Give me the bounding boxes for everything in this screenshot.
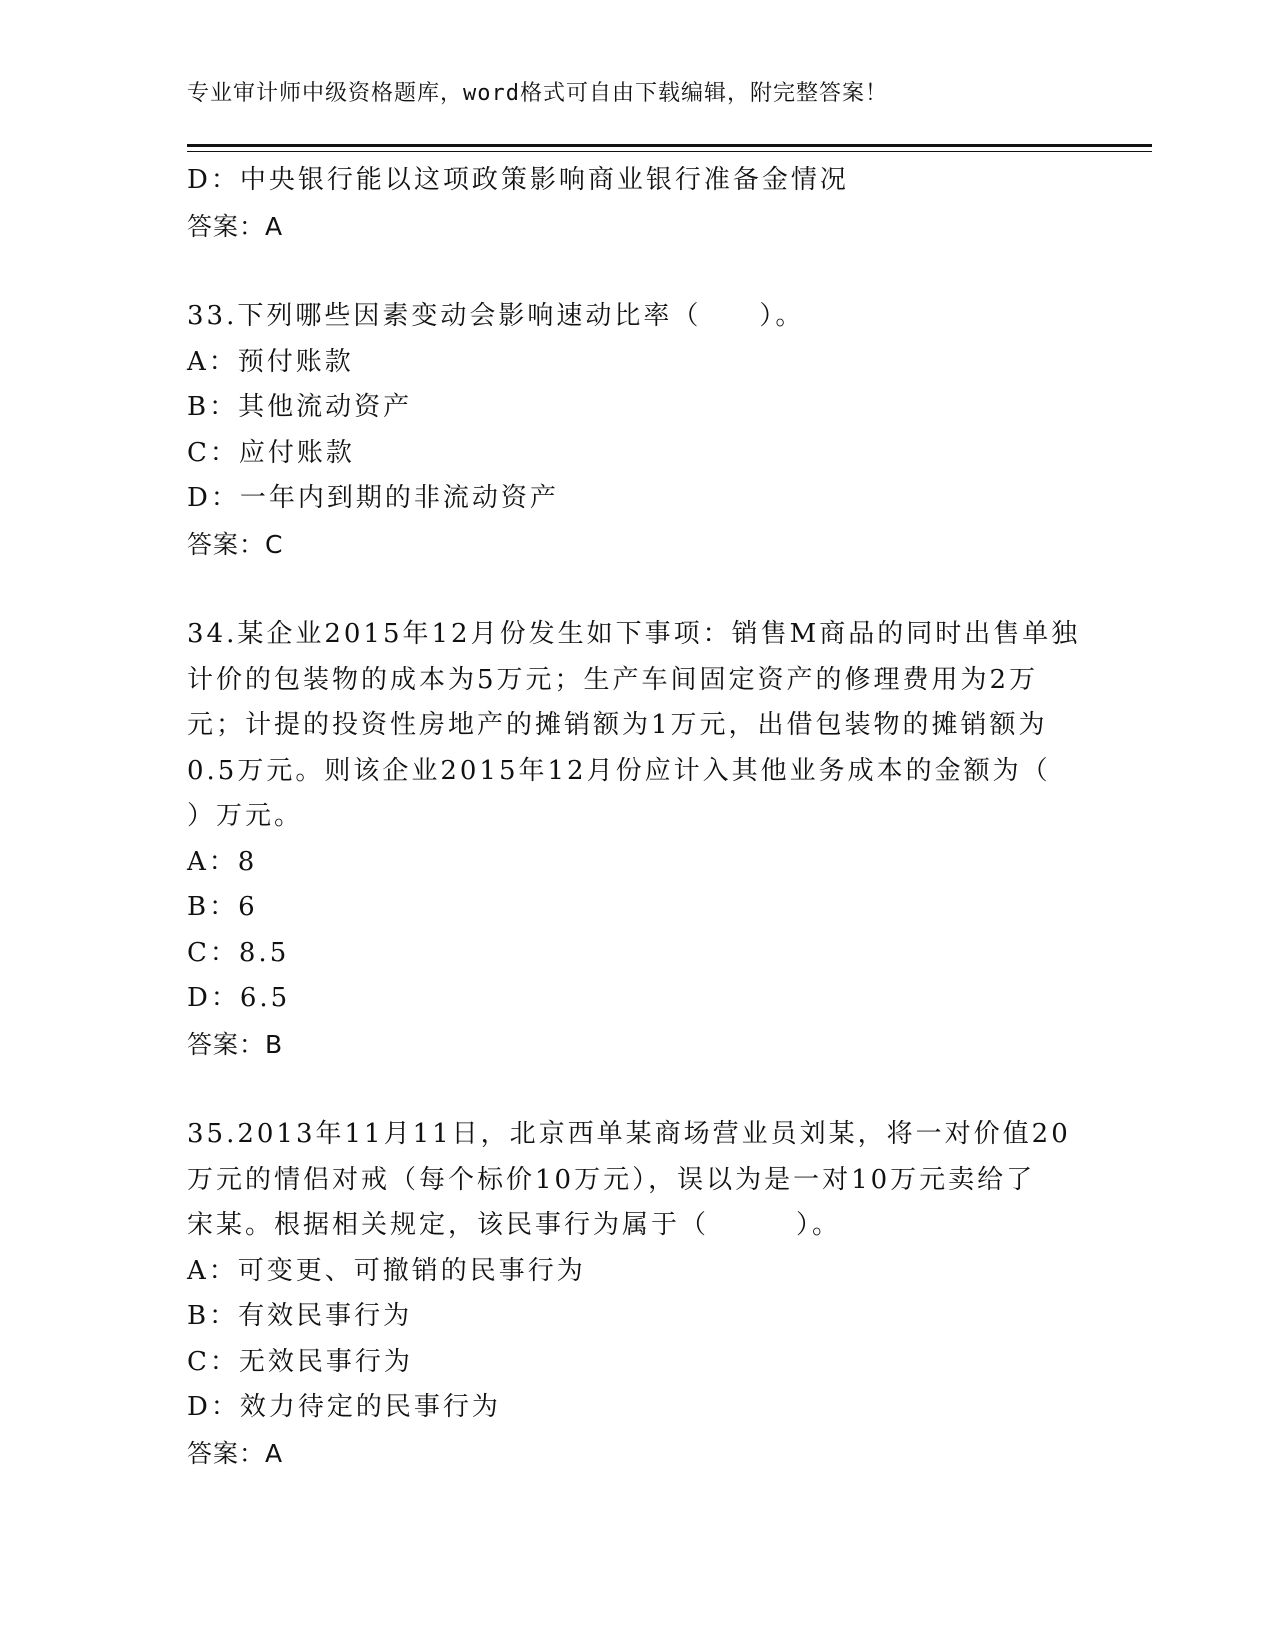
option-d: D：一年内到期的非流动资产 (187, 483, 559, 513)
option-c: C：应付账款 (187, 437, 355, 468)
option-a: A：可变更、可撤销的民事行为 (187, 1255, 586, 1286)
option-d: D：6.5 (187, 983, 291, 1013)
answer: 答案：C (187, 529, 284, 559)
question-stem (187, 1112, 1087, 1249)
continued-answer: 答案：A (187, 211, 284, 241)
continued-option-d: D：中央银行能以这项政策影响商业银行准备金情况 (187, 165, 849, 195)
answer: 答案：A (187, 1438, 284, 1468)
option-b: B：有效民事行为 (187, 1301, 413, 1331)
option-b: B：6 (187, 892, 258, 922)
stem-line: ）万元。 (187, 801, 304, 831)
header-rule-thin (187, 151, 1152, 152)
option-c: C：无效民事行为 (187, 1346, 413, 1377)
stem-line: 元；计提的投资性房地产的摊销额为1万元，出借包装物的摊销额为 (187, 710, 1048, 740)
option-a: A：8 (187, 846, 258, 877)
answer: 答案：B (187, 1029, 284, 1059)
stem-line: 34.某企业2015年12月份发生如下事项：销售M商品的同时出售单独 (187, 619, 1081, 649)
stem-line: 33.下列哪些因素变动会影响速动比率（ ）。 (187, 301, 805, 331)
page-header: 专业审计师中级资格题库，word格式可自由下载编辑，附完整答案！ (187, 81, 888, 106)
document-body (187, 158, 1087, 1476)
question-stem (187, 612, 1087, 840)
stem-line: 35.2013年11月11日，北京西单某商场营业员刘某，将一对价值20 (187, 1119, 1071, 1149)
question-35 (187, 1112, 1087, 1476)
question-33 (187, 294, 1087, 567)
question-34 (187, 612, 1087, 1067)
option-a: A：预付账款 (187, 346, 354, 377)
stem-line: 万元的情侣对戒（每个标价10万元），误以为是一对10万元卖给了 (187, 1164, 1036, 1195)
stem-line: 计价的包装物的成本为5万元；生产车间固定资产的修理费用为2万 (187, 664, 1039, 695)
option-b: B：其他流动资产 (187, 392, 413, 422)
header-rule-thick (187, 144, 1152, 147)
stem-line: 0.5万元。则该企业2015年12月份应计入其他业务成本的金额为（ (187, 755, 1051, 786)
option-c: C：8.5 (187, 937, 290, 968)
stem-line: 宋某。根据相关规定，该民事行为属于（ ）。 (187, 1210, 842, 1240)
question-stem (187, 294, 1087, 340)
option-d: D：效力待定的民事行为 (187, 1392, 501, 1422)
